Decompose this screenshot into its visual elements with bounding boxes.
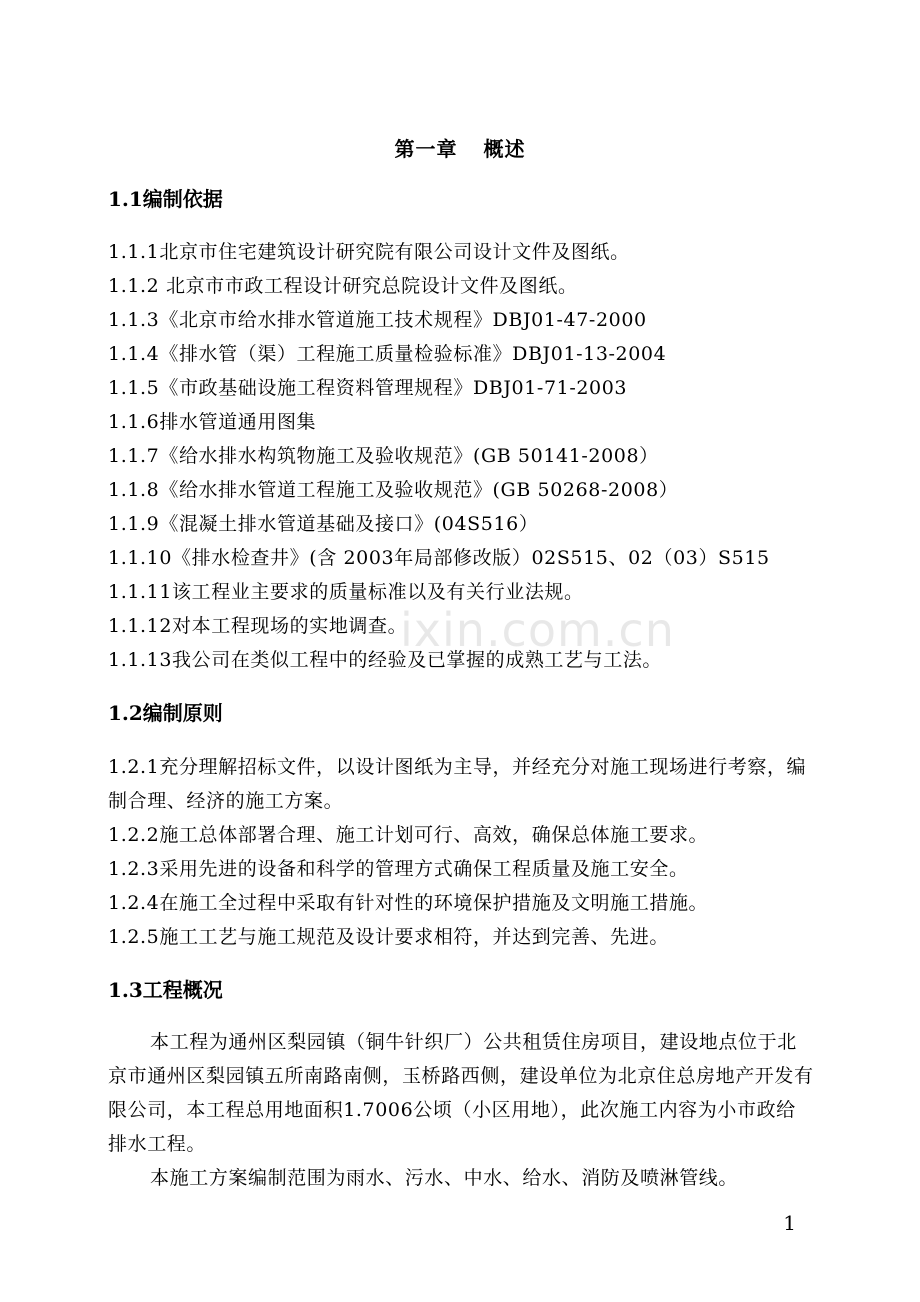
watermark: ixin.com.cn: [400, 603, 675, 657]
list-item: 1.1.6排水管道通用图集: [108, 411, 317, 433]
body-paragraph: 本工程为通州区梨园镇（铜牛针织厂）公共租赁住房项目，建设地点位于北京市通州区梨园镇五所南路南侧，玉桥路西侧，建设单位为北京住总房地产开发有限公司，本工程总用地面积1.7006公顷（小区用地），此次施工内容为小市政给排水工程。: [108, 1031, 814, 1155]
page-number: 1: [783, 1211, 796, 1235]
list-item: 1.2.3采用先进的设备和科学的管理方式确保工程质量及施工安全。: [108, 858, 689, 880]
chapter-number: 第一章: [394, 137, 458, 161]
list-item: 1.1.10《排水检查井》(含 2003年局部修改版）02S515、02（03）S515: [108, 547, 770, 569]
list-item: 1.1.8《给水排水管道工程施工及验收规范》(GB 50268-2008）: [108, 479, 679, 501]
list-item: 1.1.13我公司在类似工程中的经验及已掌握的成熟工艺与工法。: [108, 649, 663, 671]
section-heading-1-2: 1.2编制原则: [108, 701, 223, 725]
list-item: 1.1.9《混凝土排水管道基础及接口》(04S516）: [108, 513, 539, 535]
list-item: 1.1.11该工程业主要求的质量标准以及有关行业法规。: [108, 581, 584, 603]
list-item: 1.2.5施工工艺与施工规范及设计要求相符，并达到完善、先进。: [108, 926, 669, 948]
list-item: 1.1.7《给水排水构筑物施工及验收规范》(GB 50141-2008）: [108, 445, 659, 467]
list-item: 1.1.5《市政基础设施工程资料管理规程》DBJ01-71-2003: [108, 377, 628, 399]
section-heading-1-3: 1.3工程概况: [108, 978, 223, 1002]
list-item: 1.1.2 北京市市政工程设计研究总院设计文件及图纸。: [108, 275, 578, 297]
list-item: 1.2.4在施工全过程中采取有针对性的环境保护措施及文明施工措施。: [108, 892, 709, 914]
section-heading-1-1: 1.1编制依据: [108, 187, 223, 211]
chapter-title: [0, 134, 920, 164]
body-paragraph: 本施工方案编制范围为雨水、污水、中水、给水、消防及喷淋管线。: [150, 1167, 739, 1189]
chapter-name: 概述: [483, 137, 526, 161]
list-item: 1.1.3《北京市给水排水管道施工技术规程》DBJ01-47-2000: [108, 309, 647, 331]
list-item: 1.1.12对本工程现场的实地调查。: [108, 615, 408, 637]
list-item: 1.1.1北京市住宅建筑设计研究院有限公司设计文件及图纸。: [108, 241, 630, 263]
list-item: 1.2.2施工总体部署合理、施工计划可行、高效，确保总体施工要求。: [108, 824, 709, 846]
list-item: 1.1.4《排水管（渠）工程施工质量检验标准》DBJ01-13-2004: [108, 343, 667, 365]
list-item: 1.2.1充分理解招标文件，以设计图纸为主导，并经充分对施工现场进行考察，编制合理、经济的施工方案。: [108, 756, 807, 812]
